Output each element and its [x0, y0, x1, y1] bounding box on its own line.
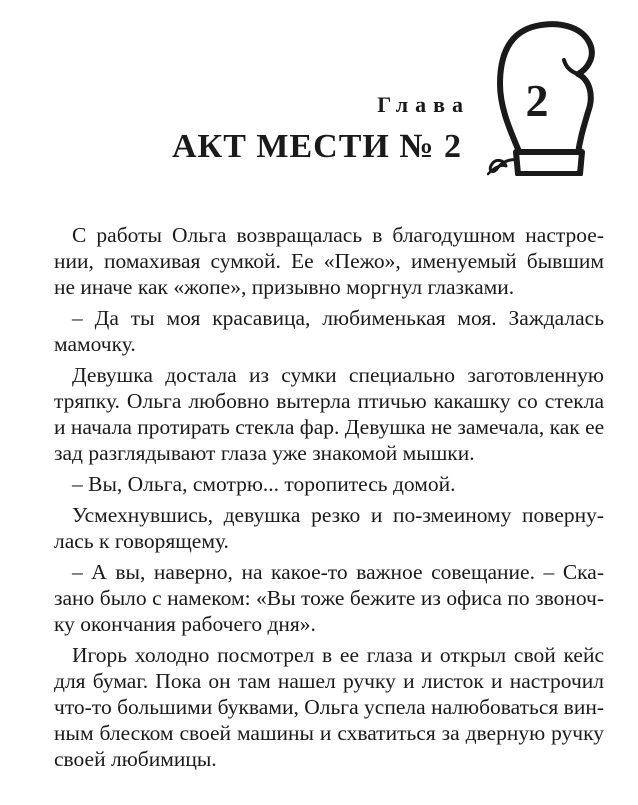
text-line: – Вы, Ольга, смотрю... торопитесь домой. [72, 472, 456, 496]
text-line: и начала протирать стекла фар. Девушка не замечала, как ее [54, 415, 605, 439]
text-line: ным блеском своей машины и схватиться за дверную ручку [54, 721, 604, 745]
text-line: не иначе как «жопе», призывно моргнул глазками. [54, 275, 515, 299]
paragraph [36, 559, 604, 637]
text-line: – А вы, наверно, на какое-то важное совещание. – Ска- [72, 560, 604, 584]
text-line: ку окончания рабочего дня». [54, 612, 316, 636]
text-line: Девушка достала из сумки специально заготовленную [72, 363, 604, 387]
paragraph [36, 305, 604, 357]
paragraph [36, 642, 604, 772]
text-line: для бумаг. Пока он там нашел ручку и листок и настрочил [54, 669, 604, 693]
paragraph [36, 362, 604, 466]
text-line: зано было с намеком: «Вы тоже бежите из офиса по звоноч- [54, 586, 604, 610]
text-line: что-то большими буквами, Ольга успела налюбоваться вин- [54, 695, 604, 719]
chapter-header [0, 0, 638, 200]
text-line: Игорь холодно посмотрел в ее глаза и открыл свой кейс [72, 643, 604, 667]
text-line: лась к говорящему. [54, 529, 229, 553]
text-line: С работы Ольга возвращалась в благодушном настрое- [72, 223, 604, 247]
text-line: нии, помахивая сумкой. Ее «Пежо», именуемый бывшим [54, 249, 604, 273]
text-line: Усмехнувшись, девушка резко и по-змеиному поверну- [72, 503, 604, 527]
text-line: – Да ты моя красавица, любименькая моя. Заждалась [72, 306, 604, 330]
text-line: мамочку. [54, 332, 136, 356]
text-line: своей любимицы. [54, 747, 217, 771]
chapter-body [36, 222, 604, 777]
chapter-number: 2 [525, 75, 549, 126]
paragraph [36, 502, 604, 554]
text-line: зад разглядывают глаза уже знакомой мышки. [54, 441, 475, 465]
paragraph [36, 471, 604, 497]
chapter-title: АКТ МЕСТИ № 2 [172, 128, 462, 165]
paragraph [36, 222, 604, 300]
text-line: тряпку. Ольга любовно вытерла птичью какашку со стекла [54, 389, 604, 413]
chapter-label: Глава [377, 92, 470, 117]
